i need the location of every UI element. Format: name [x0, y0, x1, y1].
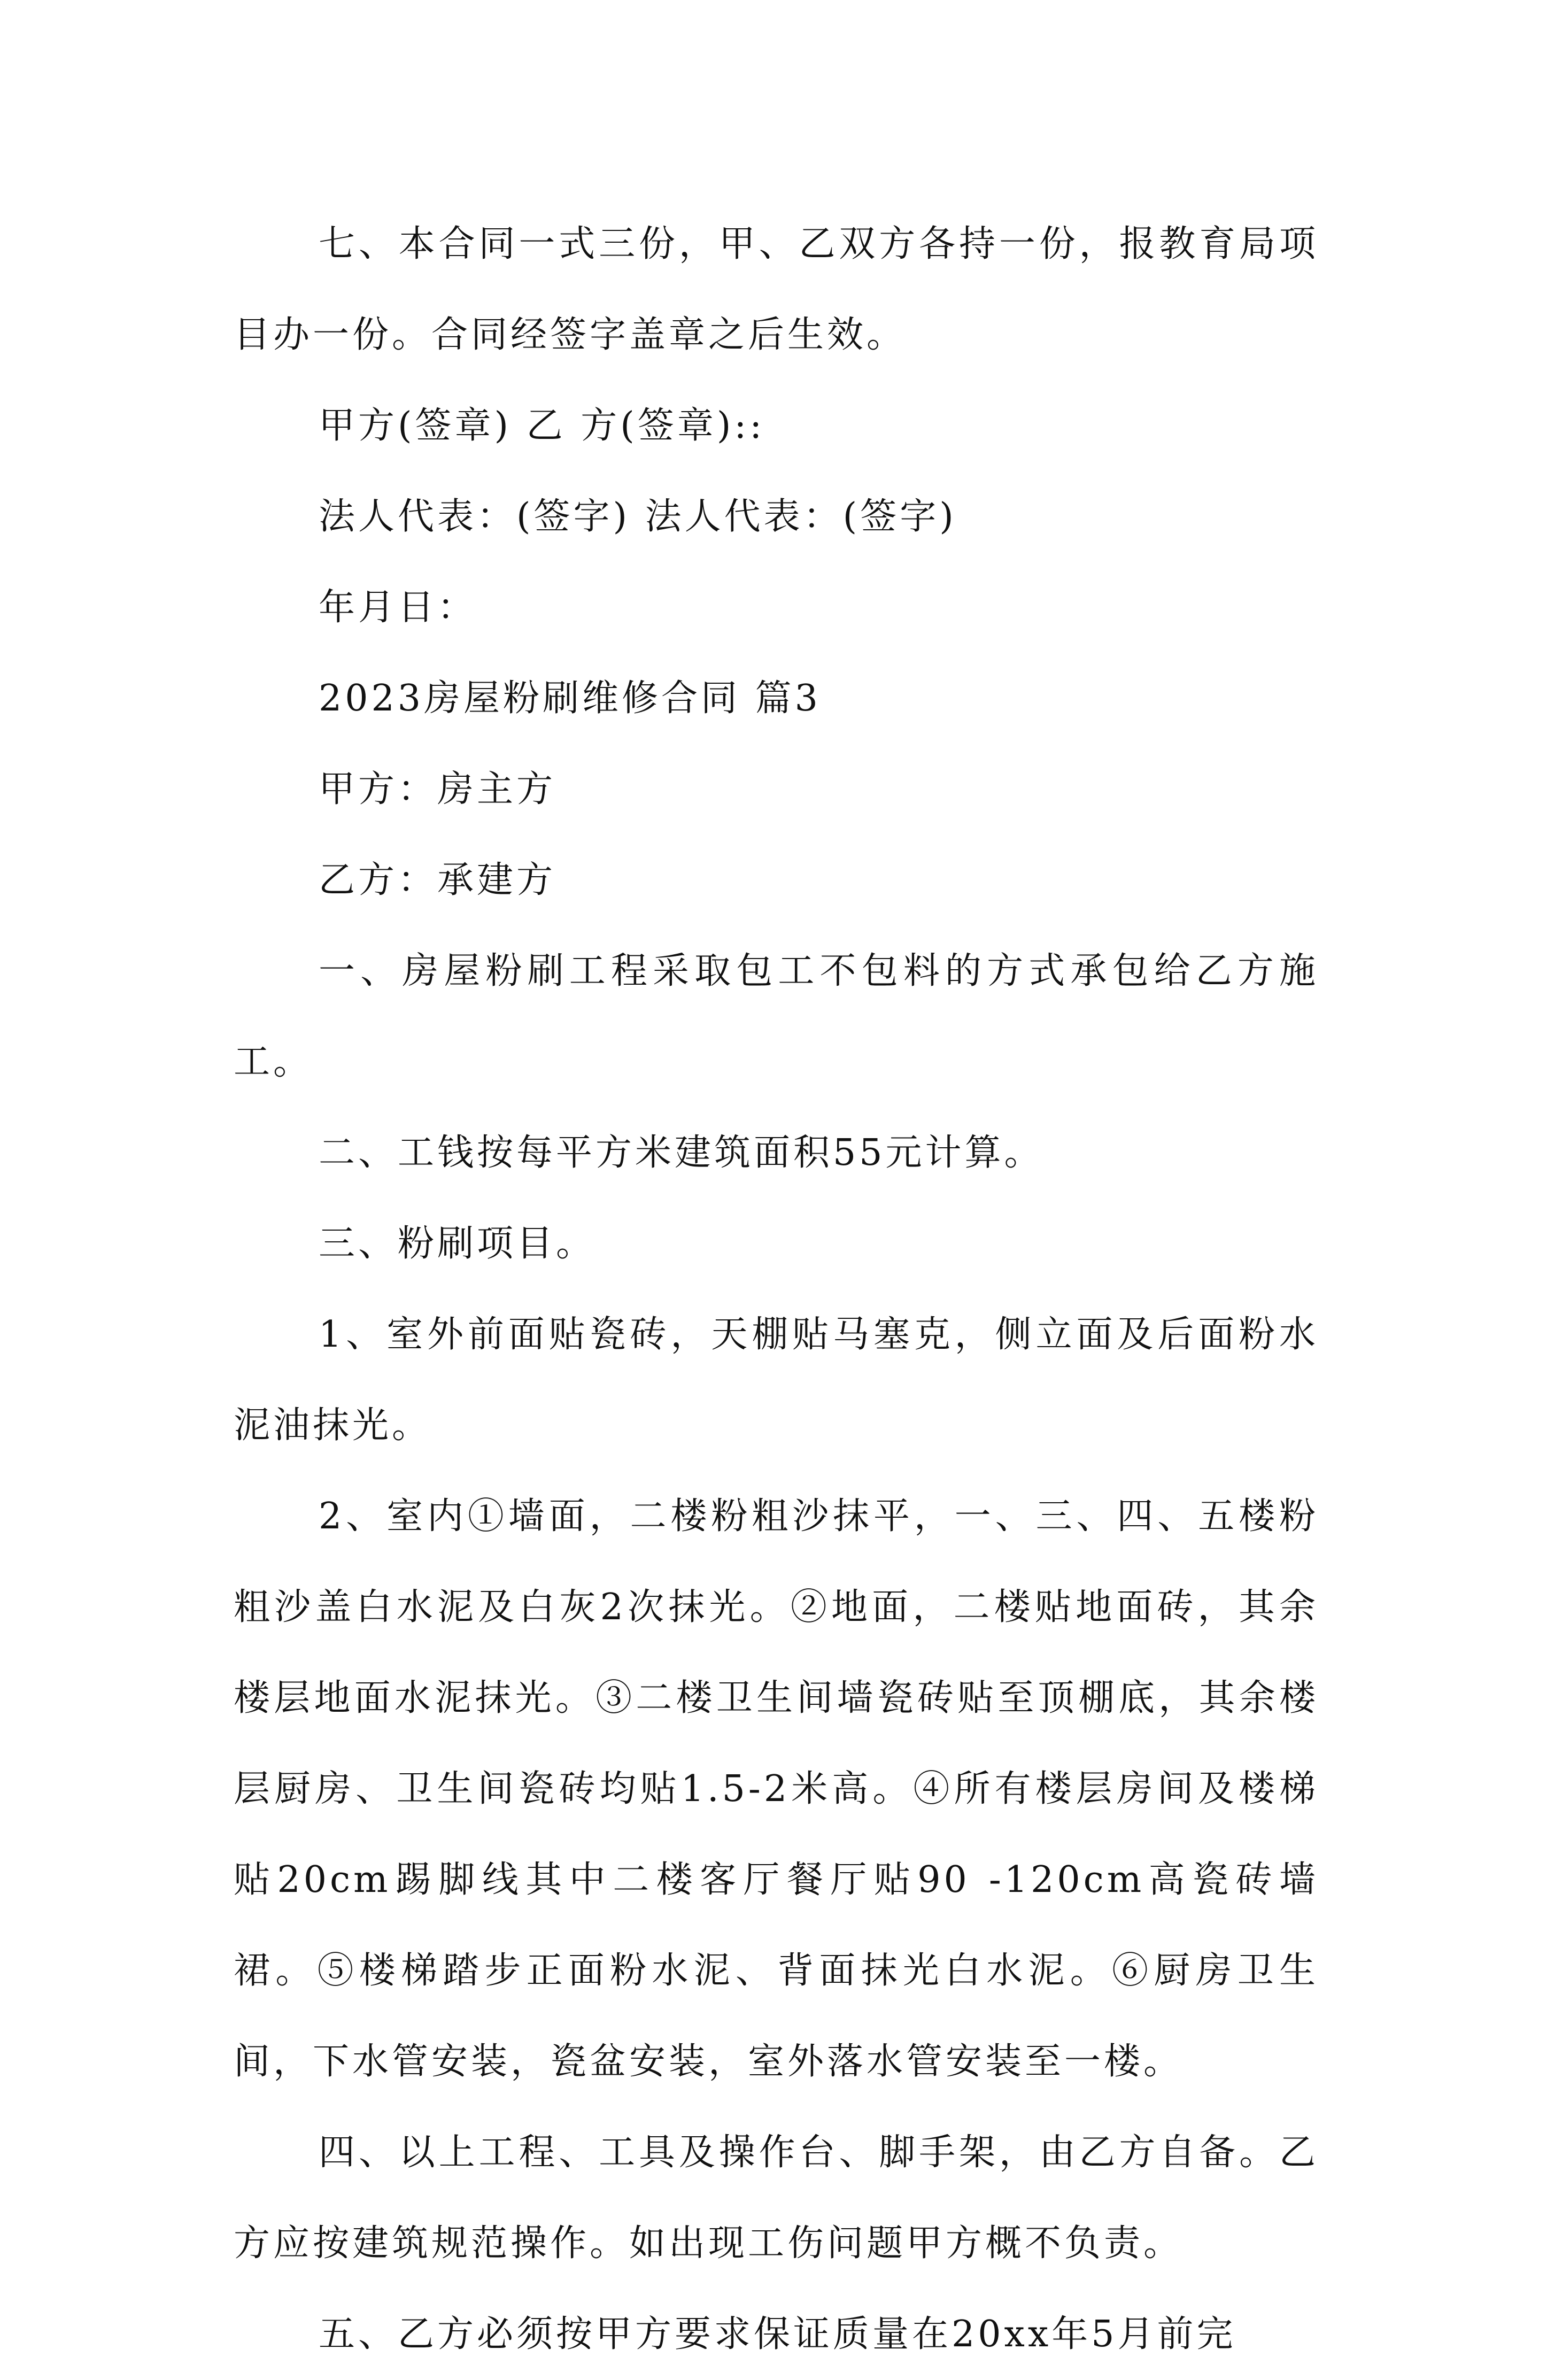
- paragraph-party-a: 甲方：房主方: [319, 768, 556, 810]
- paragraph-signature-parties: 甲方(签章) 乙 方(签章)::: [319, 405, 765, 447]
- paragraph-item-2: 2、室内①墙面，二楼粉粗沙抹平，一、三、四、五楼粉粗沙盖白水泥及白灰2次抹光。②地面，二楼贴地面砖，其余楼层地面水泥抹光。③二楼卫生间墙瓷砖贴至顶棚底，其余楼层厨房、卫生间瓷砖均贴1.5-2米高。④所有楼层房间及楼梯贴20cm踢脚线其中二楼客厅餐厅贴90 -120cm高瓷砖墙裙。⑤楼梯踏步正面粉水泥、背面抹光白水泥。⑥厨房卫生间，下水管安装，瓷盆安装，室外落水管安装至一楼。: [234, 1495, 1319, 2083]
- paragraph-clause-5: 五、乙方必须按甲方要求保证质量在20xx年5月前完: [319, 2313, 1236, 2355]
- paragraph-clause-1: 一、房屋粉刷工程采取包工不包料的方式承包给乙方施工。: [234, 950, 1319, 1083]
- paragraph-party-b: 乙方：承建方: [319, 859, 556, 901]
- paragraph-legal-representatives: 法人代表：(签字) 法人代表：(签字): [319, 496, 957, 538]
- paragraph-contract-copies: 七、本合同一式三份，甲、乙双方各持一份，报教育局项目办一份。合同经签字盖章之后生效。: [234, 223, 1319, 356]
- paragraph-clause-4: 四、以上工程、工具及操作台、脚手架，由乙方自备。乙方应按建筑规范操作。如出现工伤问题甲方概不负责。: [234, 2131, 1319, 2265]
- paragraph-item-1: 1、室外前面贴瓷砖，天棚贴马塞克，侧立面及后面粉水泥油抹光。: [234, 1313, 1319, 1447]
- paragraph-clause-2: 二、工钱按每平方米建筑面积55元计算。: [319, 1132, 1044, 1174]
- paragraph-clause-3: 三、粉刷项目。: [319, 1223, 596, 1265]
- document-body: [234, 199, 1319, 2380]
- paragraph-date: 年月日：: [319, 586, 477, 629]
- section-heading: 2023房屋粉刷维修合同 篇3: [319, 677, 821, 720]
